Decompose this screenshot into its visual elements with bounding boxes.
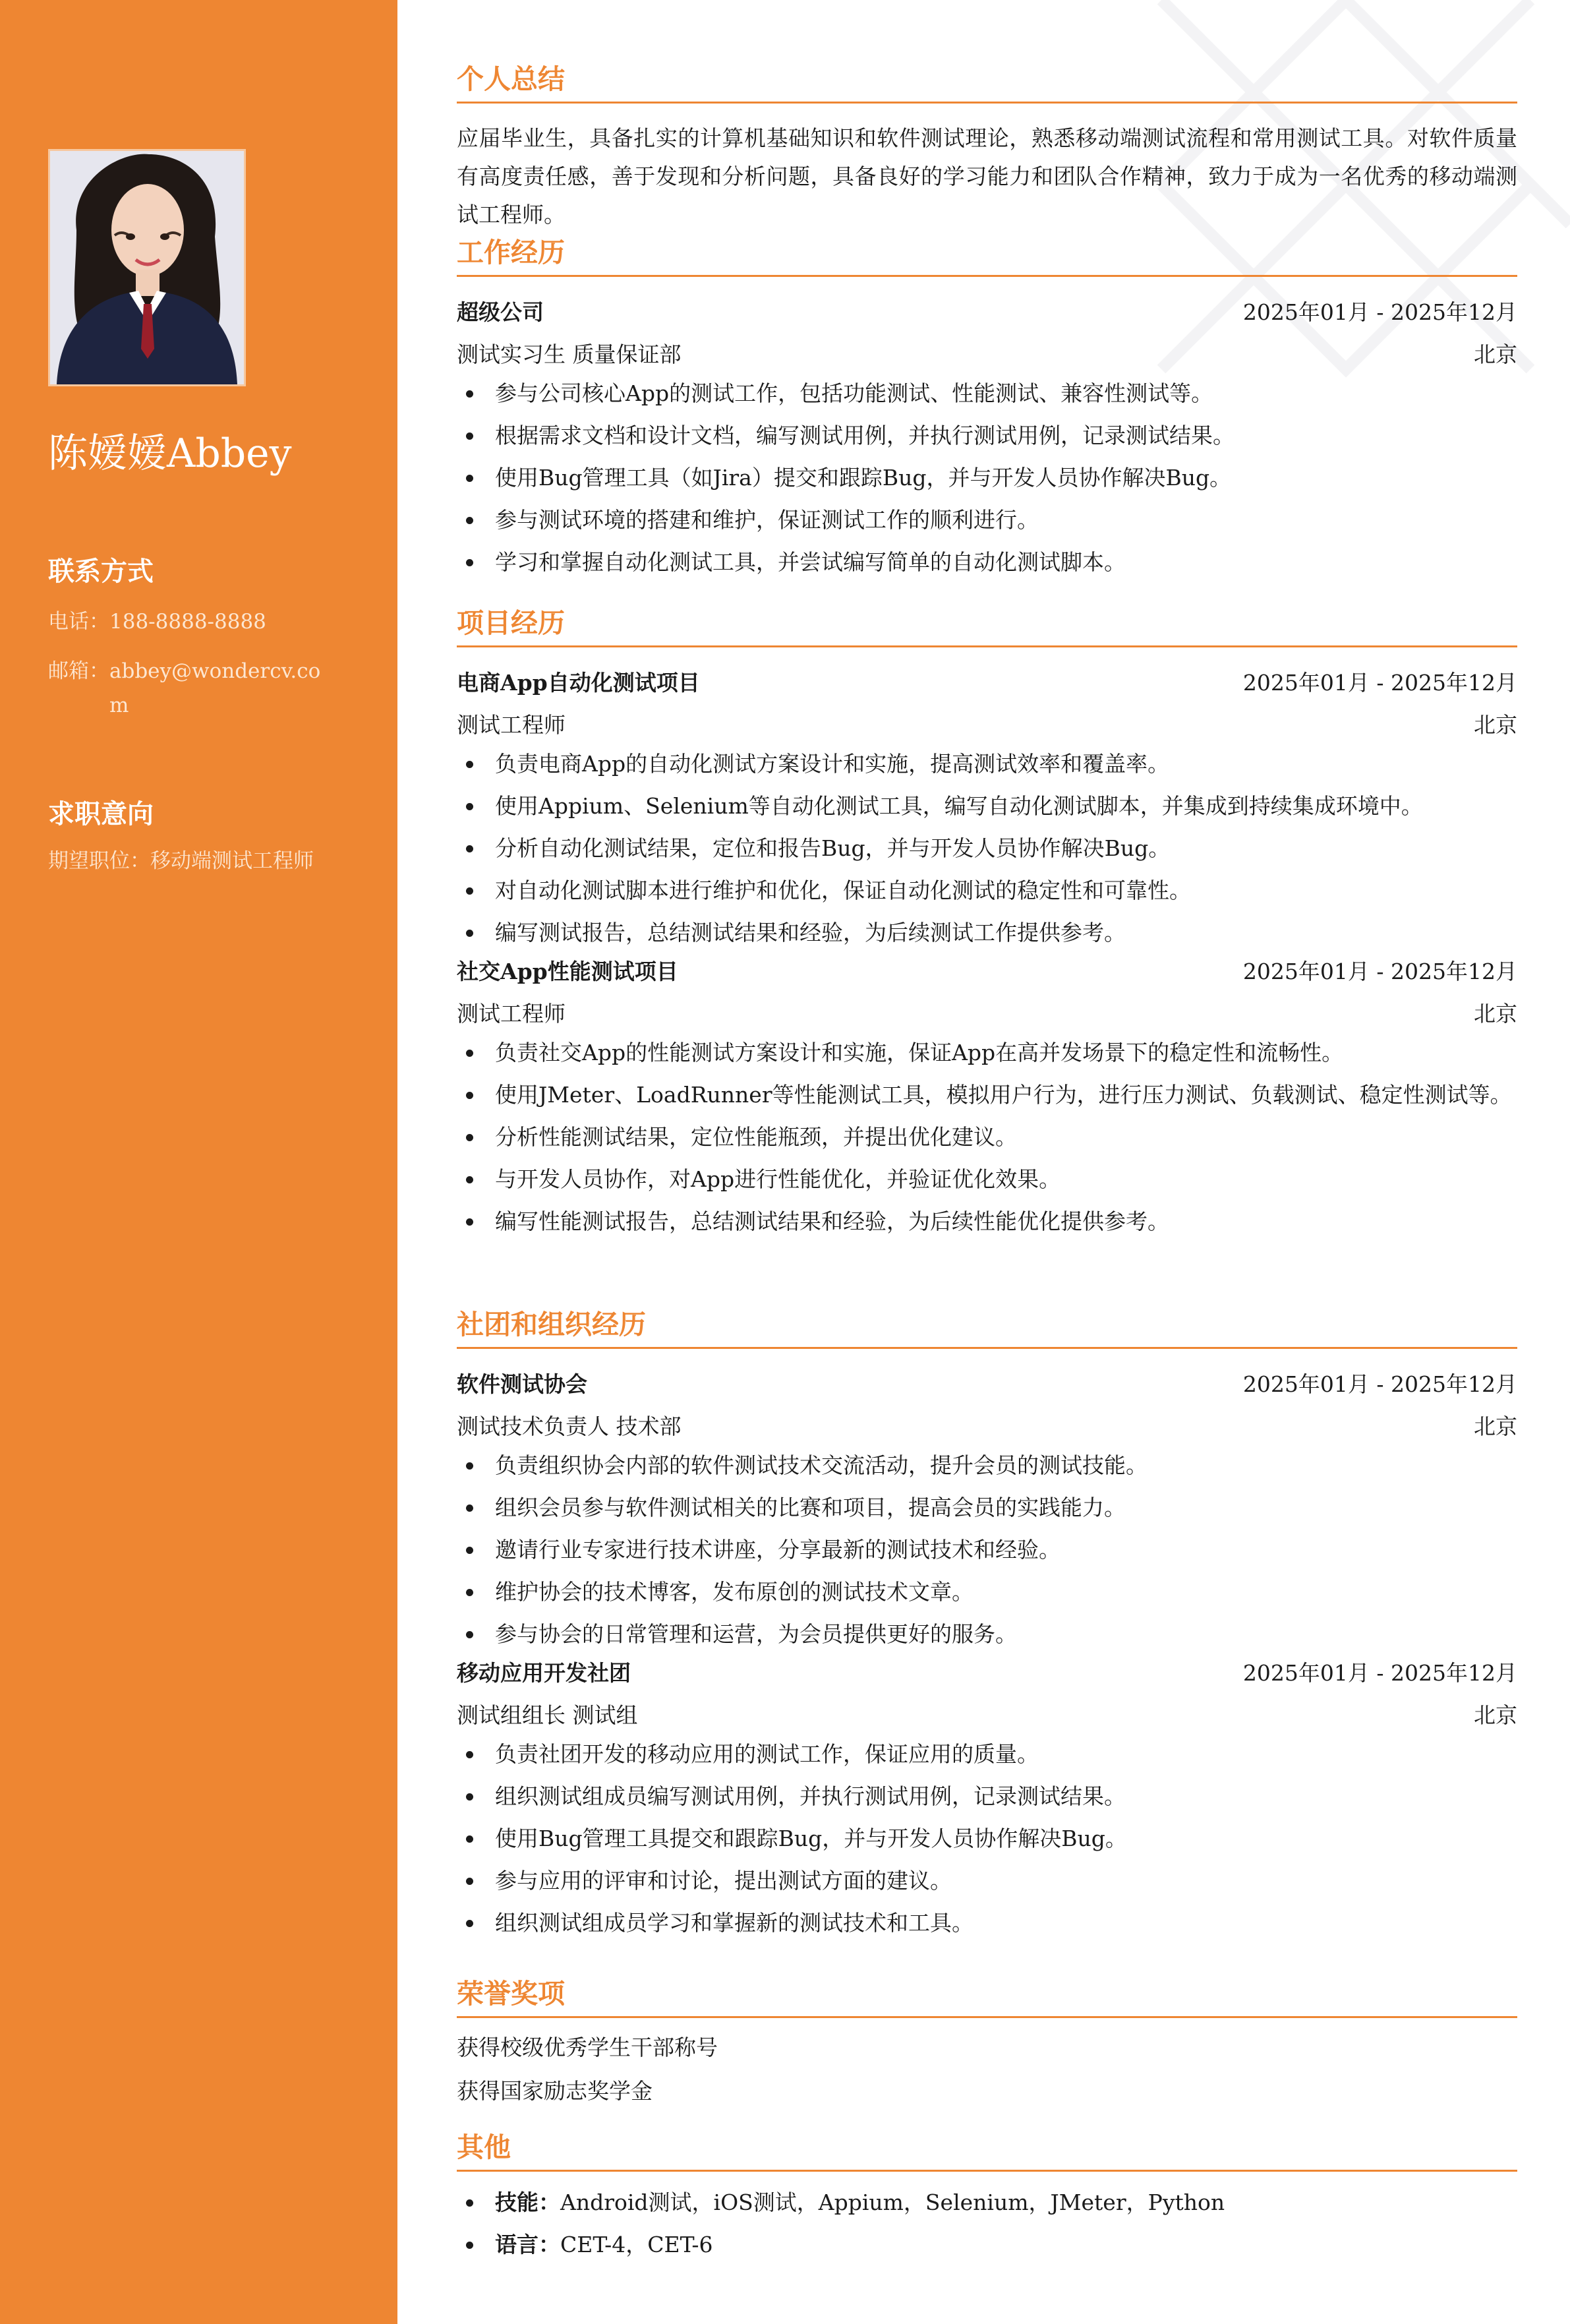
awards-title: 荣誉奖项 xyxy=(457,1978,565,2010)
list-item: 负责组织协会内部的软件测试技术交流活动，提升会员的测试技能。 xyxy=(457,1448,1517,1483)
section-divider xyxy=(457,2170,1517,2172)
awards-list xyxy=(457,2026,1517,2113)
club-entry xyxy=(457,1363,1517,1652)
entry-bullets xyxy=(457,1448,1517,1652)
entry-city: 北京 xyxy=(1474,1001,1517,1027)
entry-role: 测试实习生 质量保证部 xyxy=(457,342,682,367)
award-item: 获得校级优秀学生干部称号 xyxy=(457,2035,718,2060)
profile-photo xyxy=(48,149,246,386)
intent-label: 期望职位： xyxy=(48,849,150,873)
phone-line xyxy=(48,605,334,639)
skills-label: 技能： xyxy=(495,2190,560,2215)
list-item: 使用JMeter、LoadRunner等性能测试工具，模拟用户行为，进行压力测试、负载测试、稳定性测试等。 xyxy=(457,1077,1517,1113)
entry-subheader xyxy=(457,993,1517,1035)
list-item: 使用Bug管理工具提交和跟踪Bug，并与开发人员协作解决Bug。 xyxy=(457,1821,1517,1857)
work-entry xyxy=(457,291,1517,580)
entry-subheader xyxy=(457,1406,1517,1448)
intent-heading: 求职意向 xyxy=(48,798,154,829)
entry-header xyxy=(457,1363,1517,1406)
section-divider xyxy=(457,2016,1517,2018)
entry-date: 2025年01月 - 2025年12月 xyxy=(1242,299,1517,325)
list-item: 维护协会的技术博客，发布原创的测试技术文章。 xyxy=(457,1574,1517,1610)
projects-title: 项目经历 xyxy=(457,607,565,639)
list-item: 组织测试组成员编写测试用例，并执行测试用例，记录测试结果。 xyxy=(457,1779,1517,1814)
project-entry xyxy=(457,662,1517,951)
work-section xyxy=(457,233,1517,587)
entry-header xyxy=(457,662,1517,704)
entry-date: 2025年01月 - 2025年12月 xyxy=(1242,1660,1517,1686)
list-item: 学习和掌握自动化测试工具，并尝试编写简单的自动化测试脚本。 xyxy=(457,545,1517,580)
section-divider xyxy=(457,1347,1517,1349)
entry-bullets xyxy=(457,376,1517,580)
email-value: abbey@wondercv.com xyxy=(109,659,321,717)
email-label: 邮箱： xyxy=(48,659,109,683)
project-entry xyxy=(457,951,1517,1239)
entry-org: 移动应用开发社团 xyxy=(457,1660,631,1686)
entry-header xyxy=(457,951,1517,993)
list-item: 参与公司核心App的测试工作，包括功能测试、性能测试、兼容性测试等。 xyxy=(457,376,1517,411)
phone-label: 电话： xyxy=(48,610,109,634)
list-item: 根据需求文档和设计文档，编写测试用例，并执行测试用例，记录测试结果。 xyxy=(457,418,1517,454)
list-item: 组织测试组成员学习和掌握新的测试技术和工具。 xyxy=(457,1905,1517,1941)
summary-section xyxy=(457,59,1517,234)
intent-value: 移动端测试工程师 xyxy=(150,849,314,873)
candidate-name: 陈嫒嫒Abbey xyxy=(48,431,292,477)
awards-section xyxy=(457,1974,1517,2113)
entry-city: 北京 xyxy=(1474,712,1517,738)
phone-value: 188-8888-8888 xyxy=(109,610,266,634)
section-divider xyxy=(457,645,1517,647)
entry-subheader xyxy=(457,704,1517,746)
entry-role: 测试组组长 测试组 xyxy=(457,1702,638,1728)
list-item: 参与协会的日常管理和运营，为会员提供更好的服务。 xyxy=(457,1617,1517,1652)
list-item: 负责电商App的自动化测试方案设计和实施，提高测试效率和覆盖率。 xyxy=(457,746,1517,782)
summary-text: 应届毕业生，具备扎实的计算机基础知识和软件测试理论，熟悉移动端测试流程和常用测试工具。对软件质量有高度责任感，善于发现和分析问题，具备良好的学习能力和团队合作精神，致力于成为一名优秀的移动端测试工程师。 xyxy=(457,125,1517,227)
section-divider xyxy=(457,102,1517,104)
entry-subheader xyxy=(457,334,1517,376)
entry-header xyxy=(457,1652,1517,1694)
entry-org: 软件测试协会 xyxy=(457,1371,587,1397)
language-item xyxy=(457,2227,1517,2263)
email-line xyxy=(48,654,334,723)
list-item: 负责社交App的性能测试方案设计和实施，保证App在高并发场景下的稳定性和流畅性。 xyxy=(457,1035,1517,1071)
contact-heading: 联系方式 xyxy=(48,556,154,587)
list-item: 邀请行业专家进行技术讲座，分享最新的测试技术和经验。 xyxy=(457,1532,1517,1568)
entry-role: 测试工程师 xyxy=(457,712,566,738)
list-item: 编写性能测试报告，总结测试结果和经验，为后续性能优化提供参考。 xyxy=(457,1204,1517,1239)
entry-city: 北京 xyxy=(1474,342,1517,367)
entry-city: 北京 xyxy=(1474,1702,1517,1728)
entry-city: 北京 xyxy=(1474,1414,1517,1439)
entry-date: 2025年01月 - 2025年12月 xyxy=(1242,959,1517,984)
skills-value: Android测试，iOS测试，Appium，Selenium，JMeter，Python xyxy=(560,2190,1225,2215)
work-title: 工作经历 xyxy=(457,237,565,268)
summary-title: 个人总结 xyxy=(457,63,565,95)
sidebar xyxy=(0,0,397,2324)
skills-item xyxy=(457,2185,1517,2220)
list-item: 分析性能测试结果，定位性能瓶颈，并提出优化建议。 xyxy=(457,1119,1517,1155)
other-title: 其他 xyxy=(457,2131,511,2163)
list-item: 编写测试报告，总结测试结果和经验，为后续测试工作提供参考。 xyxy=(457,915,1517,951)
entry-org: 社交App性能测试项目 xyxy=(457,959,678,984)
entry-subheader xyxy=(457,1694,1517,1737)
entry-org: 电商App自动化测试项目 xyxy=(457,670,700,696)
intent-line xyxy=(48,844,314,878)
list-item: 分析自动化测试结果，定位和报告Bug，并与开发人员协作解决Bug。 xyxy=(457,831,1517,866)
list-item: 参与应用的评审和讨论，提出测试方面的建议。 xyxy=(457,1863,1517,1899)
entry-header xyxy=(457,291,1517,334)
entry-bullets xyxy=(457,1035,1517,1239)
list-item: 使用Appium、Selenium等自动化测试工具，编写自动化测试脚本，并集成到持续集成环境中。 xyxy=(457,789,1517,824)
language-value: CET-4，CET-6 xyxy=(560,2232,713,2257)
other-section xyxy=(457,2128,1517,2269)
list-item: 参与测试环境的搭建和维护，保证测试工作的顺利进行。 xyxy=(457,502,1517,538)
list-item: 负责社团开发的移动应用的测试工作，保证应用的质量。 xyxy=(457,1737,1517,1772)
clubs-title: 社团和组织经历 xyxy=(457,1309,646,1340)
club-entry xyxy=(457,1652,1517,1941)
entry-role: 测试技术负责人 技术部 xyxy=(457,1414,682,1439)
entry-date: 2025年01月 - 2025年12月 xyxy=(1242,670,1517,696)
projects-section xyxy=(457,603,1517,1246)
other-list xyxy=(457,2185,1517,2263)
list-item: 组织会员参与软件测试相关的比赛和项目，提高会员的实践能力。 xyxy=(457,1490,1517,1526)
section-divider xyxy=(457,275,1517,277)
entry-bullets xyxy=(457,1737,1517,1941)
entry-date: 2025年01月 - 2025年12月 xyxy=(1242,1371,1517,1397)
entry-org: 超级公司 xyxy=(457,299,544,325)
entry-bullets xyxy=(457,746,1517,951)
list-item: 与开发人员协作，对App进行性能优化，并验证优化效果。 xyxy=(457,1162,1517,1197)
list-item: 使用Bug管理工具（如Jira）提交和跟踪Bug，并与开发人员协作解决Bug。 xyxy=(457,460,1517,496)
award-item: 获得国家励志奖学金 xyxy=(457,2078,653,2104)
language-label: 语言： xyxy=(495,2232,560,2257)
clubs-section xyxy=(457,1305,1517,1948)
entry-role: 测试工程师 xyxy=(457,1001,566,1027)
list-item: 对自动化测试脚本进行维护和优化，保证自动化测试的稳定性和可靠性。 xyxy=(457,873,1517,909)
